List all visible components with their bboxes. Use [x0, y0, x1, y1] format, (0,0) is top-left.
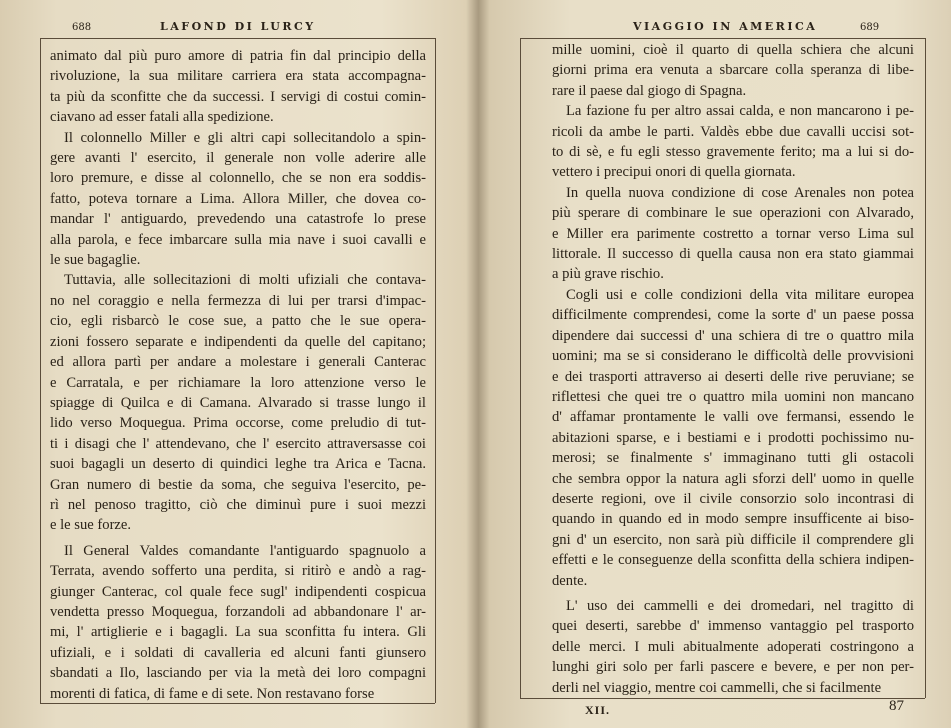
text-line: derli nel viaggio, mentre coi cammelli, che si facilmente — [552, 679, 882, 696]
text-line: giorni prima era venuta a sbarcare colla speranza di libe- — [552, 62, 914, 79]
text-line: a più grave rischio. — [552, 266, 664, 283]
text-line: gere avanti l' esercito, il generale non volle aderire alle — [50, 150, 426, 167]
text-line: effetti e le conseguenze della sconfitta della schiera indipen- — [552, 552, 914, 569]
text-line: rì nel penoso tragitto, ciò che diminuì pure i suoi mezzi — [50, 496, 426, 513]
text-line: ti i disagi che l' attendevano, che l' esercito attraversasse coi — [50, 435, 426, 452]
text-line: vendetta presso Moquegua, forzandoli ad abbandonare l' ar- — [50, 603, 426, 620]
text-line: lido verso Moquegua. Prima occorse, come preludio di tut- — [50, 415, 426, 432]
left-body-text — [50, 46, 426, 704]
right-page-number: 689 — [860, 22, 880, 33]
text-line: quando in quando ed in modo sempre insufficente ai biso- — [552, 511, 914, 528]
text-line: che sembra oppor la natura agli sforzi dell' uomo in quelle — [552, 470, 914, 487]
text-line: uomini; ma se si considerano le difficoltà delle provvisioni — [552, 348, 914, 365]
text-line: cio, egli risbarcò le cose sue, a patto che le sue opera- — [50, 313, 426, 330]
text-line: lunghi giri solo per farli pascere e bevere, e per non per- — [552, 659, 914, 676]
left-header-rule — [40, 38, 435, 39]
text-line: mille uomini, cioè il quarto di quella schiera che alcuni — [552, 42, 914, 58]
text-line: le sue bagaglie. — [50, 252, 141, 269]
text-line: Il General Valdes comandante l'antiguardo spagnuolo a — [64, 542, 426, 559]
text-line: Il colonnello Miller e gli altri capi sollecitandolo a spin- — [64, 129, 426, 146]
right-running-head: VIAGGIO IN AMERICA — [633, 20, 818, 33]
text-line: Gran numero di bestie da soma, che seguiva l'esercito, pe- — [50, 476, 426, 493]
right-footer-rule — [520, 698, 925, 699]
text-line: vettero i precipui onori di quella giornata. — [552, 164, 796, 181]
text-line: zioni fossero separate e indipendenti da quelle del capitano; — [50, 333, 426, 350]
text-line: e Carratala, e per richiamare la loro attenzione verso le — [50, 374, 426, 391]
text-line: deserte regioni, ove il civile consorzio solo incontrasi di — [552, 490, 914, 507]
text-line: sbandati a Ilo, lasciando per via la metà dei loro compagni — [50, 665, 426, 682]
text-line: e Miller era parimente costretto a tornar verso Lima sul — [552, 225, 914, 242]
text-line: rare il paese dal giogo di Spagna. — [552, 82, 747, 99]
text-line: Tuttavia, alle sollecitazioni di molti ufiziali che contava- — [64, 272, 426, 289]
text-line: più sperare di combinare le sue operazioni con Alvarado, — [552, 205, 914, 222]
text-line: animato dal più puro amore di patria fin dal principio della — [50, 48, 426, 64]
text-line: mi, l' artiglierie e i bagagli. La sua sconfitta fu intera. Gli — [50, 624, 426, 641]
text-line: Terrata, avendo sofferto una perdita, si ritirò e andò a rag- — [50, 563, 426, 580]
text-line: Cogli usi e colle condizioni della vita militare europea — [566, 286, 914, 303]
text-line: e le sue forze. — [50, 517, 132, 534]
text-line: alla parola, e fece imbarcare sulla mia nave i suoi cavalli e — [50, 231, 426, 248]
text-line: ta più da sconfitte che da successi. I servigi di costui comin- — [50, 88, 426, 105]
text-line: delle merci. I muli abitualmente adoperati costringono a — [552, 638, 914, 655]
text-line: no nel coraggio e nella fermezza di lui per trarsi d'impac- — [50, 292, 426, 309]
text-line: loro premure, e disse al colonnello, che se non era soddis- — [50, 170, 426, 187]
text-line: to di sè, e fu egli stesso gravemente ferito; ma a lui si do- — [552, 144, 914, 161]
text-line: d' affamar prontamente le valli ove fermansi, essendo le — [552, 409, 914, 426]
text-line: difficilmente comprendesi, come la sorte d' un paese possa — [552, 307, 914, 324]
text-line: dipendere dai successi d' una schiera di tre o quattro mila — [552, 327, 914, 344]
text-line: ed allora partì per andare a molestare i generali Canterac — [50, 354, 426, 371]
text-line: morenti di fatica, di fame e di sete. Non restavano forse — [50, 685, 375, 702]
text-line: ufiziali, e i soldati di cavalleria ed alcuni fanti giunsero — [50, 644, 426, 661]
text-line: L' uso dei cammelli e dei dromedari, nel tragitto di — [566, 597, 914, 614]
right-body-text — [552, 40, 914, 698]
text-line: spiagge di Quilca e di Camana. Alvarado si trasse lungo il — [50, 394, 426, 411]
text-line: abitazioni sparse, e i bestiami e i prodotti pochissimo nu- — [552, 429, 914, 446]
text-line: littorale. Il successo di quella causa non era stato giammai — [552, 246, 914, 263]
text-line: ciavano ad esser fatali alla spedizione. — [50, 109, 274, 126]
text-line: mandar l' antiguardo, prevedendo una catastrofe lo prese — [50, 211, 426, 228]
text-line: In quella nuova condizione di cose Arenales non potea — [566, 184, 914, 201]
text-line: riflettesi che quei tre o quattro mila uomini non mancano — [552, 388, 914, 405]
text-line: fatto, poteva tornare a Lima. Allora Miller, che dovea co- — [50, 190, 426, 207]
text-line: merosi; se finalmente s' immaginano tutti gli ostacoli — [552, 450, 914, 467]
left-page-number: 688 — [72, 22, 92, 33]
left-page — [0, 0, 472, 728]
left-running-head: LAFOND DI LURCY — [160, 20, 316, 33]
left-frame-line — [40, 38, 41, 703]
text-line: rivoluzione, la sua militare carriera era stata accompagna- — [50, 68, 426, 85]
left-frame-line-right — [435, 38, 436, 703]
signature-mark: XII. — [585, 703, 611, 717]
text-line: quei deserti, sarebbe d' immenso vantaggio pel trasporto — [552, 618, 914, 635]
text-line: ricoli da ambe le parti. Valdès ebbe due cavalli uccisi sot- — [552, 123, 914, 140]
text-line: e dei trasporti attraverso ai deserti delle rive peruviane; se — [552, 368, 914, 385]
text-line: dente. — [552, 572, 588, 589]
right-page — [480, 0, 951, 728]
text-line: suoi bagagli un deserto di quindici leghe tra Arica e Tacna. — [50, 456, 426, 473]
right-frame-line — [520, 38, 521, 698]
footer-number: 87 — [889, 698, 904, 714]
right-header-rule — [520, 38, 925, 39]
right-frame-line-right — [925, 38, 926, 698]
text-line: gni d' un esercito, non sarà più difficile il comprendere gli — [552, 531, 914, 548]
text-line: La fazione fu per altro assai calda, e non mancarono i pe- — [566, 103, 914, 120]
text-line: giunger Canterac, col quale fece sugl' indipendenti cospicua — [50, 583, 426, 600]
